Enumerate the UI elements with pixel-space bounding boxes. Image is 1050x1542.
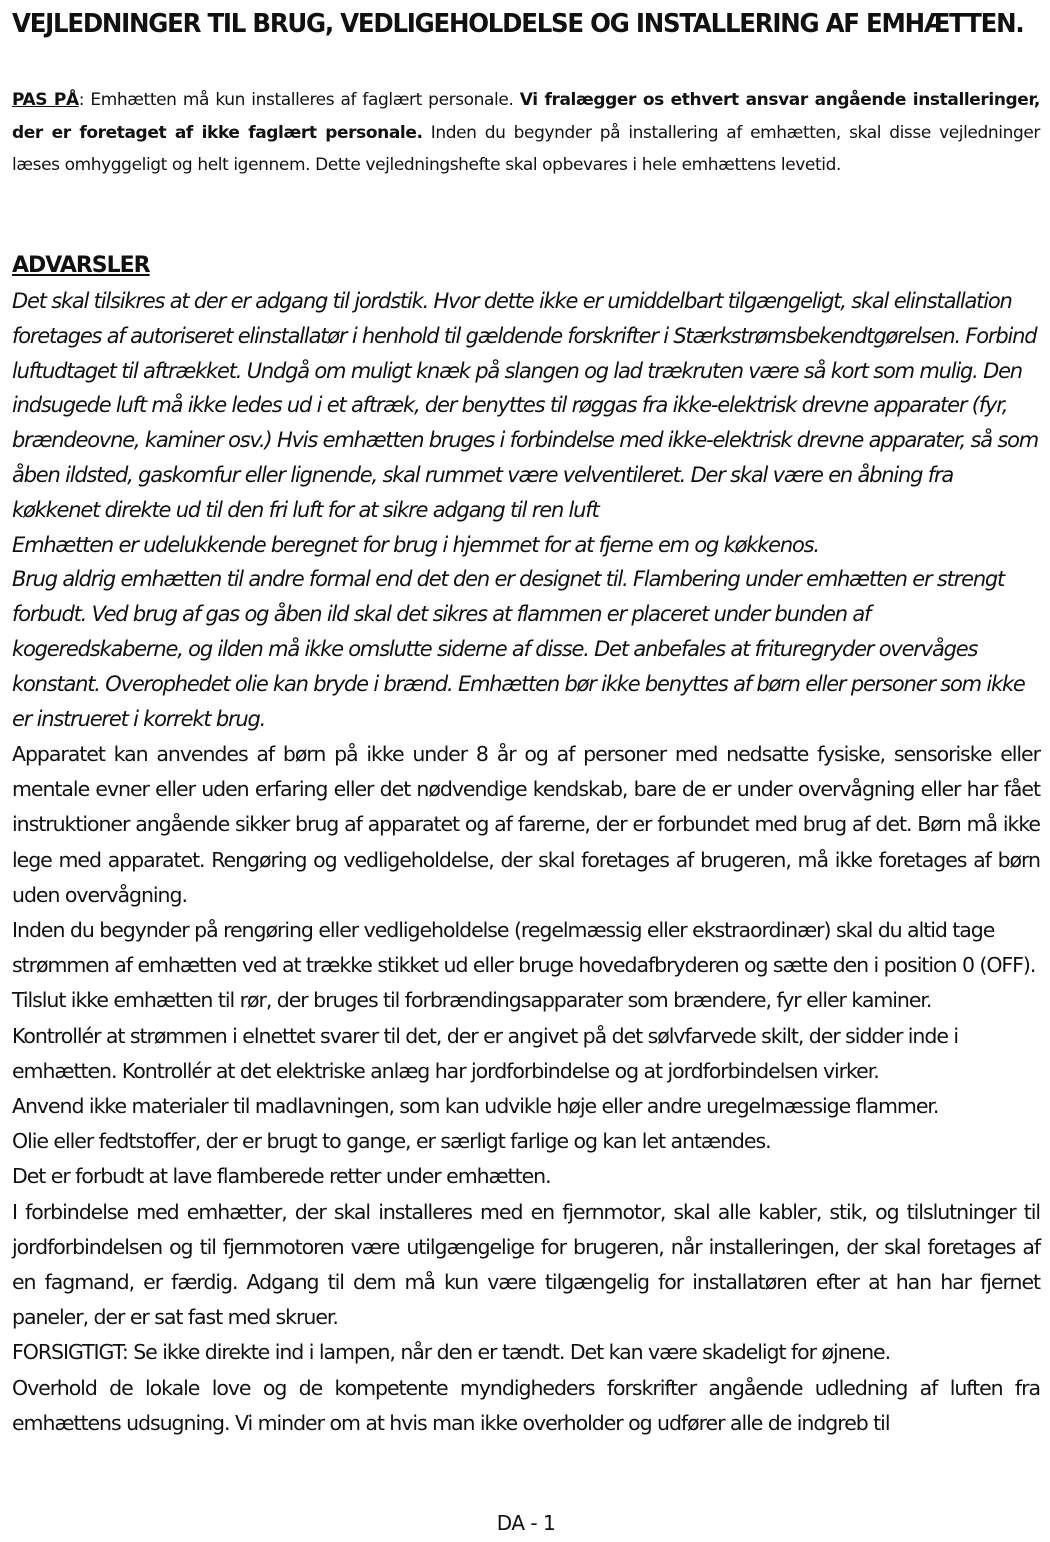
page-title: VEJLEDNINGER TIL BRUG, VEDLIGEHOLDELSE OG INSTALLERING AF EMHÆTTEN.: [12, 9, 1024, 39]
body-paragraph: Apparatet kan anvendes af børn på ikke under 8 år og af personer med nedsatte fysiske, sensoriske eller mentale evner eller uden erfaring eller det nødvendige kendskab, bare de er under overvågning eller har fået instruktioner angående sikker brug af apparatet og af farerne, der er forbundet med brug af det. Børn må ikke lege med apparatet. Rengøring og vedligeholdelse, der skal foretages af brugeren, må ikke foretages af børn uden overvågning.: [12, 742, 1040, 907]
body-paragraph: FORSIGTIGT: Se ikke direkte ind i lampen, når den er tændt. Det kan være skadeligt for øjnene.: [12, 1340, 891, 1365]
caution-intro: [12, 84, 1040, 182]
body-paragraph: Overhold de lokale love og de kompetente myndigheders forskrifter angående udledning af luften fra emhættens udsugning. Vi minder om at hvis man ikke overholder og udfører alle de indgreb til: [12, 1375, 1040, 1435]
liability-disclaimer: Vi fralægger os ethvert ansvar angående installeringer, der er foretaget af ikke faglært personale.: [12, 90, 1040, 143]
warning-paragraph: Det skal tilsikres at der er adgang til jordstik. Hvor dette ikke er umiddelbart tilgængeligt, skal elinstallation foretages af autoriseret elinstallatør i henhold til gældende forskrifter i Stærkstrømsbekendtgørelsen. Forbind luftudtaget til aftrækket. Undgå om muligt knæk på slangen og lad trækruten være så kort som mulig. Den indsugede luft må ikke ledes ud i et aftræk, der benyttes til røggas fra ikke-elektrisk drevne apparater (fyr, brændeovne, kaminer osv.) Hvis emhætten bruges i forbindelse med ikke-elektrisk drevne apparater, så som åben ildsted, gaskomfur eller lignende, skal rummet være velventileret. Der skal være en åbning fra køkkenet direkte ud til den fri luft for at sikre adgang til ren luft: [12, 289, 1039, 522]
caution-label: PAS PÅ: [12, 90, 79, 110]
caution-colon: :: [78, 90, 91, 110]
body-paragraph: Olie eller fedtstoffer, der er brugt to gange, er særligt farlige og kan let antændes.: [12, 1129, 771, 1154]
warnings-body-section: [12, 737, 1040, 1441]
body-paragraph: Anvend ikke materialer til madlavningen, som kan udvikle høje eller andre uregelmæssige flammer.: [12, 1094, 939, 1119]
page-number: DA - 1: [496, 1511, 556, 1535]
body-paragraph: Det er forbudt at lave flamberede retter under emhætten.: [12, 1164, 551, 1189]
manual-page: [12, 0, 1040, 1542]
warnings-italic-section: [12, 284, 1040, 736]
body-paragraph: Kontrollér at strømmen i elnettet svarer til det, der er angivet på det sølvfarvede skilt, der sidder inde i emhætten. Kontrollér at det elektriske anlæg har jordforbindelse og at jordforbindelsen virker.: [12, 1023, 959, 1083]
body-paragraph: Tilslut ikke emhætten til rør, der bruges til forbrændingsapparater som brændere, fyr eller kaminer.: [12, 988, 932, 1013]
body-paragraph: Inden du begynder på rengøring eller vedligeholdelse (regelmæssig eller ekstraordinær) skal du altid tage strømmen af emhætten ved at trække stikket ud eller bruge hovedafbryderen og sætte den i position 0 (OFF).: [12, 918, 1036, 978]
body-paragraph: I forbindelse med emhætter, der skal installeres med en fjernmotor, skal alle kabler, stik, og tilslutninger til jordforbindelsen og til fjernmotoren være utilgængelige for brugeren, når installeringen, der skal foretages af en fagmand, er færdig. Adgang til dem må kun være tilgængelig for installatøren efter at han har fjernet paneler, der er sat fast med skruer.: [12, 1199, 1040, 1330]
warnings-heading: ADVARSLER: [12, 253, 150, 278]
warning-paragraph: Brug aldrig emhætten til andre formal end det den er designet til. Flambering under emhætten er strengt forbudt. Ved brug af gas og åben ild skal det sikres at flammen er placeret under bunden af kogeredskaberne, og ilden må ikke omslutte siderne af disse. Det anbefales at frituregryder overvåges konstant. Overophedet olie kan bryde i brænd. Emhætten bør ikke benyttes af børn eller personer som ikke er instrueret i korrekt brug.: [12, 567, 1025, 731]
caution-text-1: Emhætten må kun installeres af faglært personale.: [90, 90, 520, 110]
warning-paragraph: Emhætten er udelukkende beregnet for brug i hjemmet for at fjerne em og køkkenos.: [12, 532, 819, 557]
caution-text-2: Inden du begynder på installering af emhætten, skal disse vejledninger læses omhyggeligt og helt igennem. Dette vejledningshefte skal opbevares i hele emhættens levetid.: [12, 122, 1040, 175]
